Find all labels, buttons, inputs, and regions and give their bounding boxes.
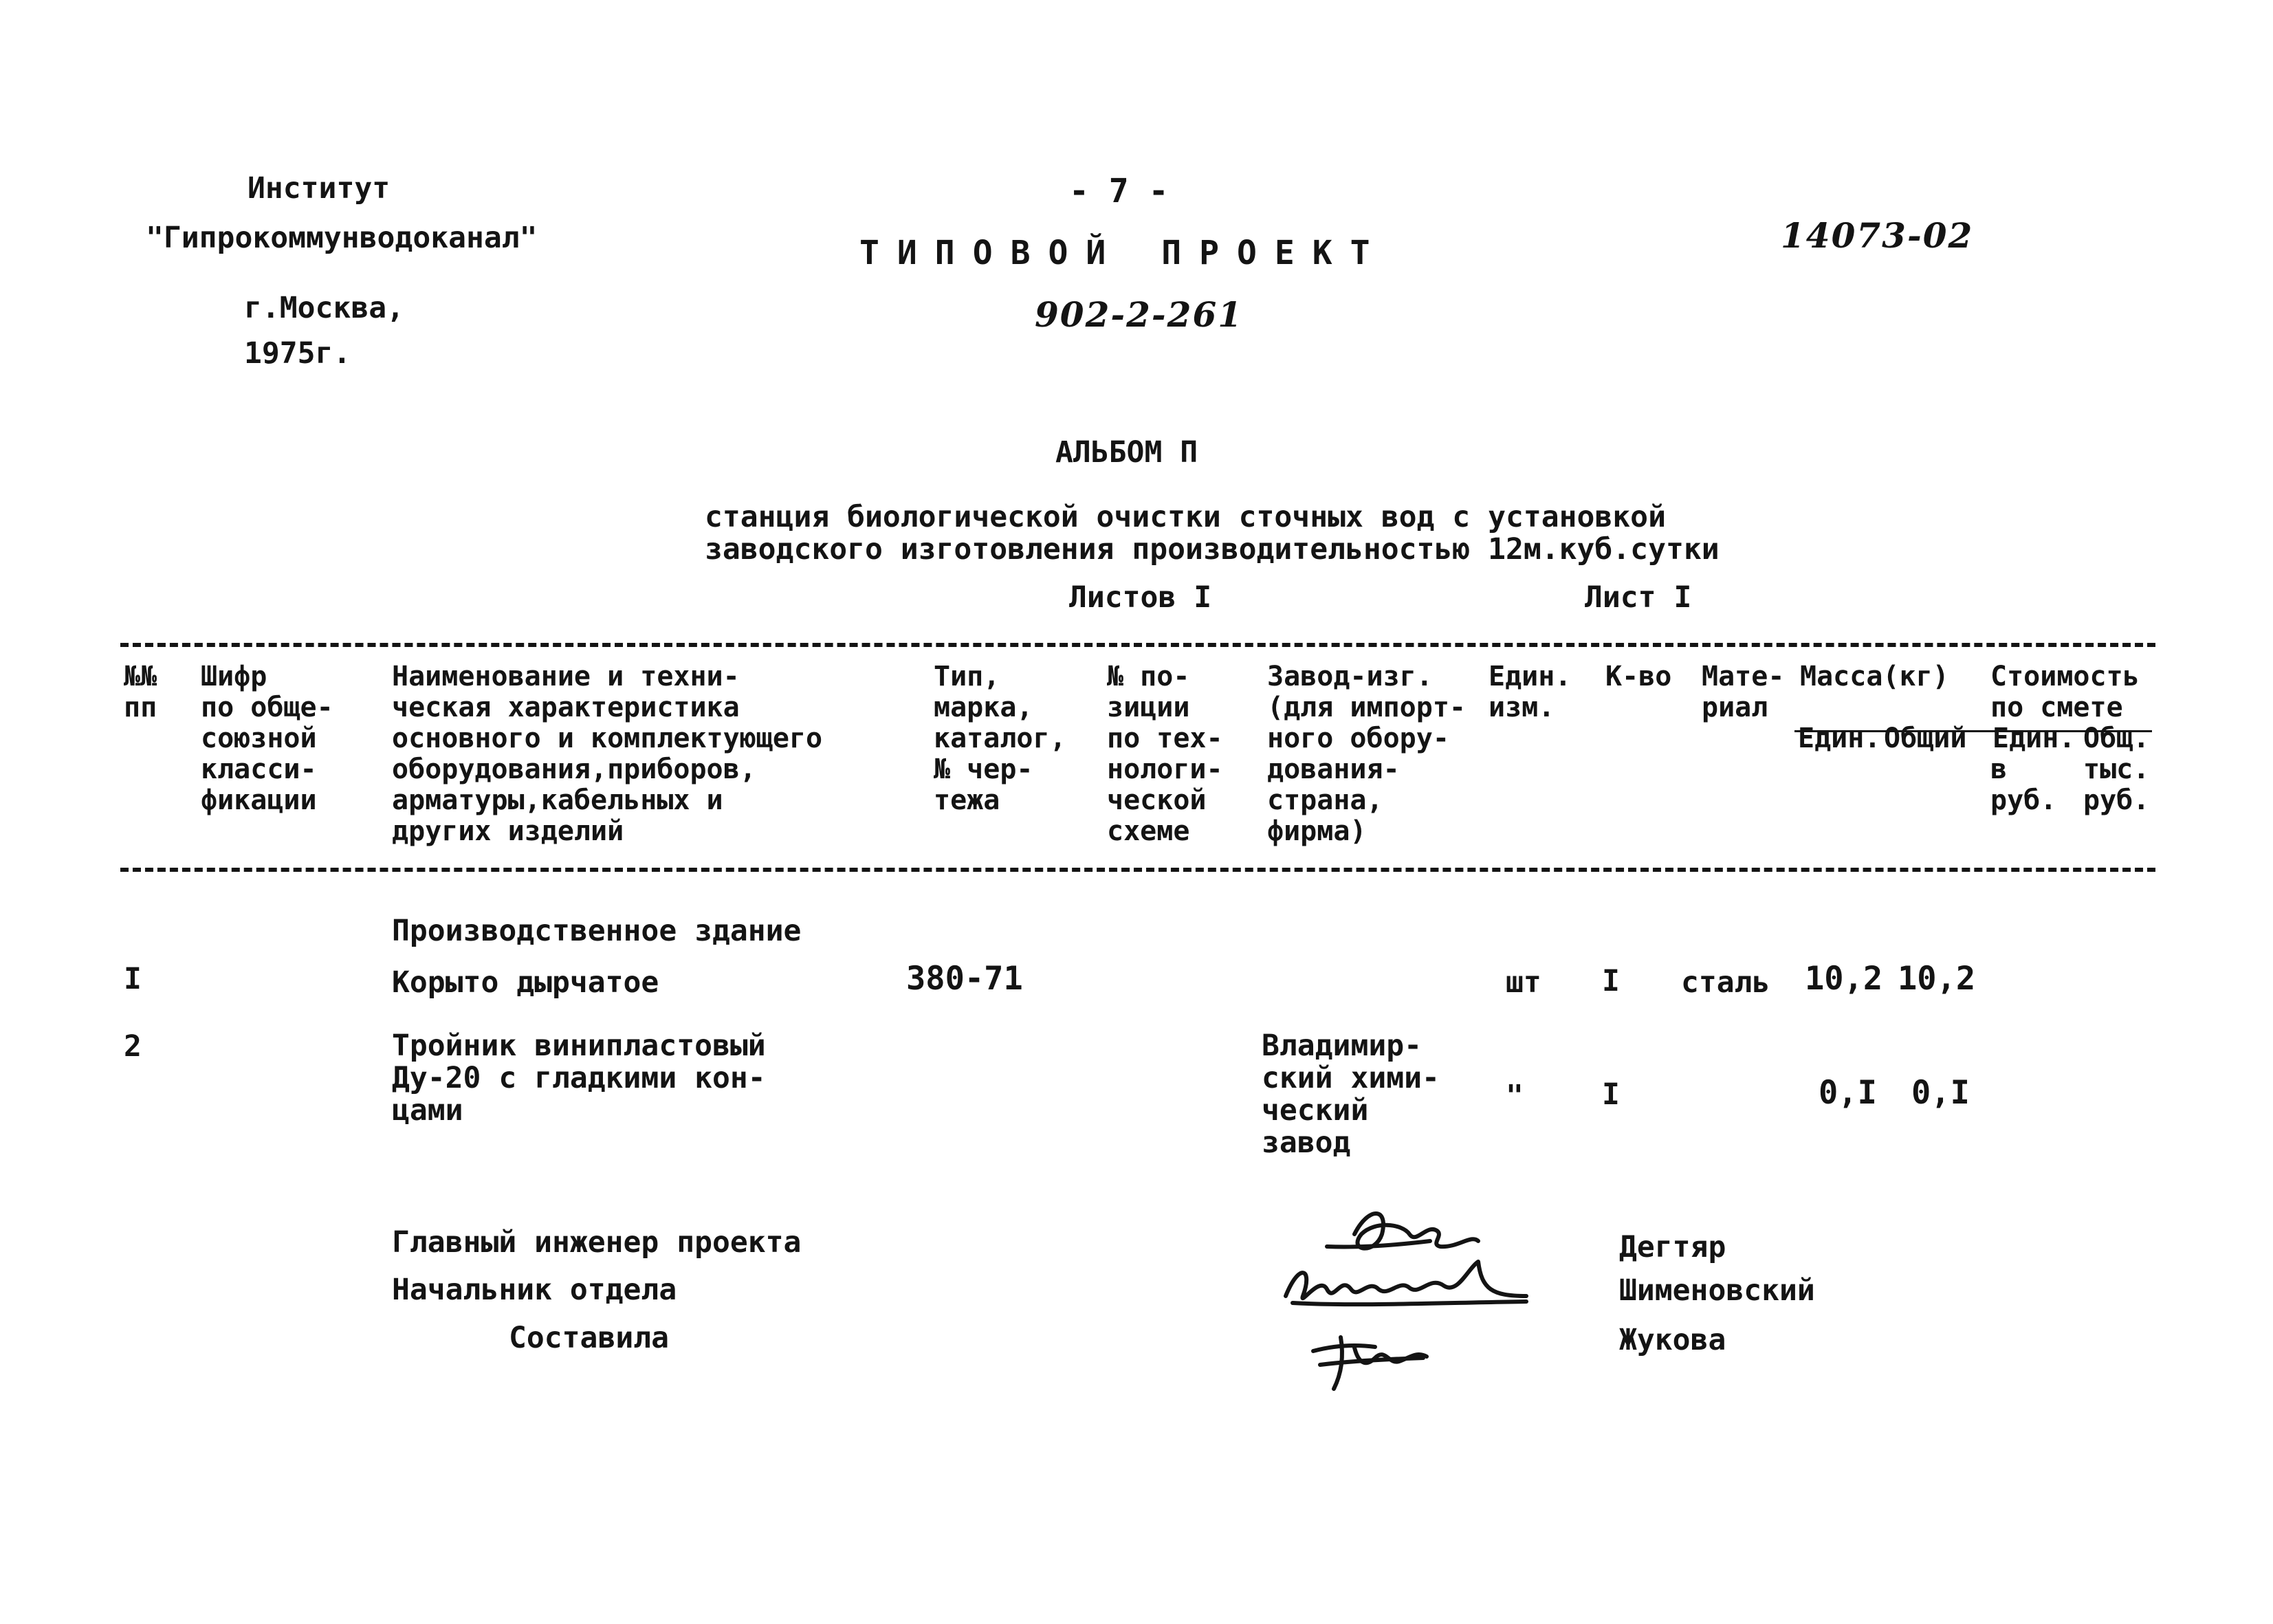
role-department-head: Начальник отдела [392,1273,677,1307]
row-mass-unit: 0,I [1819,1074,1877,1112]
row-num: 2 [124,1029,142,1064]
col-type-header: Тип, марка, каталог, № чер- тежа [934,661,1066,816]
col-cost-note-left: в руб. [1990,754,2057,816]
album-description-2: заводского изготовления производительностью 12м.куб.сутки [705,532,1720,567]
table-header-bottom-rule [120,868,2155,872]
row-qty: I [1602,1077,1620,1112]
row-unit: " [1506,1079,1524,1113]
row-material: сталь [1681,965,1770,1000]
row-mass-unit: 10,2 [1805,960,1883,998]
row-type: 380-71 [906,960,1023,998]
col-code-header: Шифр по обще- союзной класси- фикации [201,661,333,816]
doc-code: 14073-02 [1781,215,1974,256]
row-qty: I [1602,964,1620,998]
page-number: - 7 - [1069,172,1169,210]
album-description-1: станция биологической очистки сточных вод с установкой [705,500,1666,534]
project-type: ТИПОВОЙ ПРОЕКТ [859,234,1388,272]
col-name-header: Наименование и техни- ческая характеристика основного и комплектующего оборудования,приборов, арматуры,кабельных и других изделий [392,661,823,847]
col-qty-header: К-во [1605,661,1672,692]
album-title: АЛЬБОМ П [1055,435,1198,470]
col-cost-note-right: тыс. руб. [2083,754,2150,816]
institute-name: "Гипрокоммунводоканал" [146,221,538,255]
role-chief-engineer: Главный инженер проекта [392,1225,802,1260]
signature-compiler [1313,1346,1375,1351]
name-department-head: Шименовский [1619,1273,1815,1308]
col-pos-header: № по- зиции по тех- нологи- ческой схеме [1107,661,1223,847]
section-title: Производственное здание [392,914,802,948]
col-mass-header: Масса(кг) [1800,661,1949,692]
col-cost-header: Стоимость по смете [1990,661,2140,723]
col-unit-header: Един. изм. [1489,661,1572,723]
row-factory: Владимир- ский хими- ческий завод [1262,1029,1440,1160]
role-compiler: Составила [509,1321,669,1355]
name-chief-engineer: Дегтяр [1619,1230,1726,1264]
col-material-header: Мате- риал [1702,661,1785,723]
col-num-header: №№ пп [124,661,157,723]
row-unit: шт [1506,965,1541,1000]
institute-city: г.Москва, [244,291,404,325]
row-name: Корыто дырчатое [392,965,659,1000]
sheet-number: Лист I [1585,580,1692,615]
row-num: I [124,962,142,996]
row-mass-total: 10,2 [1898,960,1976,998]
row-name: Тройник винипластовый Ду-20 с гладкими кон- цами [392,1029,766,1128]
institute-year: 1975г. [244,336,351,371]
signature-scribbles [1272,1193,1561,1399]
signature-department-head [1286,1262,1526,1298]
sheets-total: Листов I [1069,580,1212,615]
col-factory-header: Завод-изг. (для импорт- ного обору- дования- страна, фирма) [1267,661,1466,847]
institute-label: Институт [248,171,391,206]
table-top-rule [120,643,2155,647]
col-cost-unit-header: Един. [1992,723,2076,754]
name-compiler: Жукова [1619,1323,1726,1357]
row-mass-total: 0,I [1911,1074,1970,1112]
col-cost-total-header: Общ. [2083,723,2150,754]
col-mass-total-header: Общий [1884,723,1967,754]
col-mass-unit-header: Един. [1798,723,1881,754]
project-number: 902-2-261 [1035,294,1244,335]
mass-cost-subrule [1794,730,2152,732]
